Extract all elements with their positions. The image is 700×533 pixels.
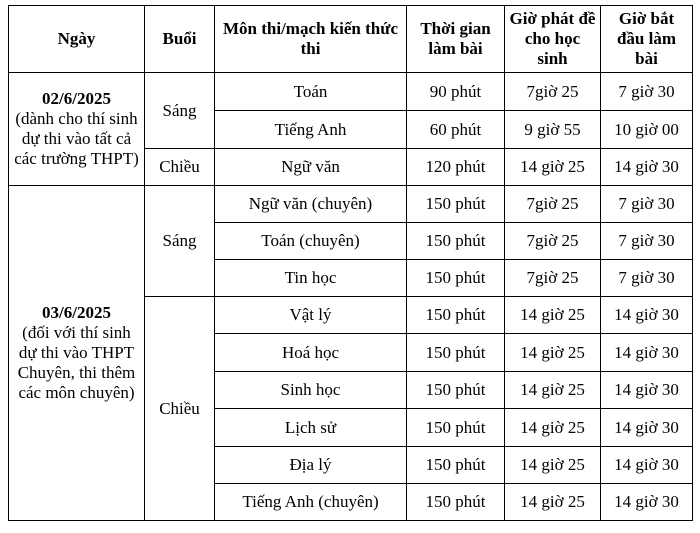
date-cell: [9, 186, 145, 521]
start-time-cell: 14 giờ 30: [601, 372, 693, 409]
duration-cell: 120 phút: [407, 149, 505, 186]
subject-cell: Ngữ văn: [215, 149, 407, 186]
distribute-time-cell: 7giờ 25: [505, 223, 601, 260]
exam-schedule-table: [8, 5, 693, 521]
duration-cell: 150 phút: [407, 484, 505, 521]
table-row: [9, 186, 693, 223]
header-date: Ngày: [9, 6, 145, 73]
duration-cell: 60 phút: [407, 111, 505, 149]
exam-date: 03/6/2025: [42, 303, 111, 322]
duration-cell: 150 phút: [407, 334, 505, 372]
subject-cell: Ngữ văn (chuyên): [215, 186, 407, 223]
subject-cell: Toán: [215, 73, 407, 111]
distribute-time-cell: 14 giờ 25: [505, 149, 601, 186]
start-time-cell: 10 giờ 00: [601, 111, 693, 149]
distribute-time-cell: 14 giờ 25: [505, 409, 601, 447]
subject-cell: Vật lý: [215, 297, 407, 334]
distribute-time-cell: 14 giờ 25: [505, 447, 601, 484]
duration-cell: 150 phút: [407, 372, 505, 409]
date-cell: [9, 73, 145, 186]
duration-cell: 150 phút: [407, 186, 505, 223]
subject-cell: Lịch sử: [215, 409, 407, 447]
header-duration: Thời gian làm bài: [407, 6, 505, 73]
session-cell: Chiều: [145, 149, 215, 186]
start-time-cell: 14 giờ 30: [601, 334, 693, 372]
table-row: [9, 73, 693, 111]
duration-cell: 150 phút: [407, 409, 505, 447]
duration-cell: 150 phút: [407, 297, 505, 334]
exam-date: 02/6/2025: [42, 89, 111, 108]
subject-cell: Toán (chuyên): [215, 223, 407, 260]
start-time-cell: 14 giờ 30: [601, 297, 693, 334]
start-time-cell: 14 giờ 30: [601, 149, 693, 186]
distribute-time-cell: 14 giờ 25: [505, 334, 601, 372]
start-time-cell: 7 giờ 30: [601, 260, 693, 297]
subject-cell: Sinh học: [215, 372, 407, 409]
distribute-time-cell: 7giờ 25: [505, 260, 601, 297]
header-row: [9, 6, 693, 73]
start-time-cell: 7 giờ 30: [601, 73, 693, 111]
session-cell: Chiều: [145, 297, 215, 521]
distribute-time-cell: 14 giờ 25: [505, 484, 601, 521]
duration-cell: 150 phút: [407, 447, 505, 484]
duration-cell: 150 phút: [407, 260, 505, 297]
session-cell: Sáng: [145, 186, 215, 297]
date-note: (đối với thí sinh dự thi vào THPT Chuyên, thi thêm các môn chuyên): [17, 323, 136, 402]
session-cell: Sáng: [145, 73, 215, 149]
duration-cell: 90 phút: [407, 73, 505, 111]
header-distribute-time: Giờ phát đề cho học sinh: [505, 6, 601, 73]
distribute-time-cell: 7giờ 25: [505, 73, 601, 111]
distribute-time-cell: 7giờ 25: [505, 186, 601, 223]
subject-cell: Tiếng Anh: [215, 111, 407, 149]
distribute-time-cell: 9 giờ 55: [505, 111, 601, 149]
start-time-cell: 7 giờ 30: [601, 223, 693, 260]
header-start-time: Giờ bắt đầu làm bài: [601, 6, 693, 73]
subject-cell: Hoá học: [215, 334, 407, 372]
distribute-time-cell: 14 giờ 25: [505, 372, 601, 409]
duration-cell: 150 phút: [407, 223, 505, 260]
start-time-cell: 14 giờ 30: [601, 409, 693, 447]
header-subject: Môn thi/mạch kiến thức thi: [215, 6, 407, 73]
subject-cell: Tin học: [215, 260, 407, 297]
start-time-cell: 7 giờ 30: [601, 186, 693, 223]
start-time-cell: 14 giờ 30: [601, 484, 693, 521]
header-session: Buổi: [145, 6, 215, 73]
subject-cell: Tiếng Anh (chuyên): [215, 484, 407, 521]
start-time-cell: 14 giờ 30: [601, 447, 693, 484]
subject-cell: Địa lý: [215, 447, 407, 484]
distribute-time-cell: 14 giờ 25: [505, 297, 601, 334]
date-note: (dành cho thí sinh dự thi vào tất cả các trường THPT): [14, 109, 139, 168]
